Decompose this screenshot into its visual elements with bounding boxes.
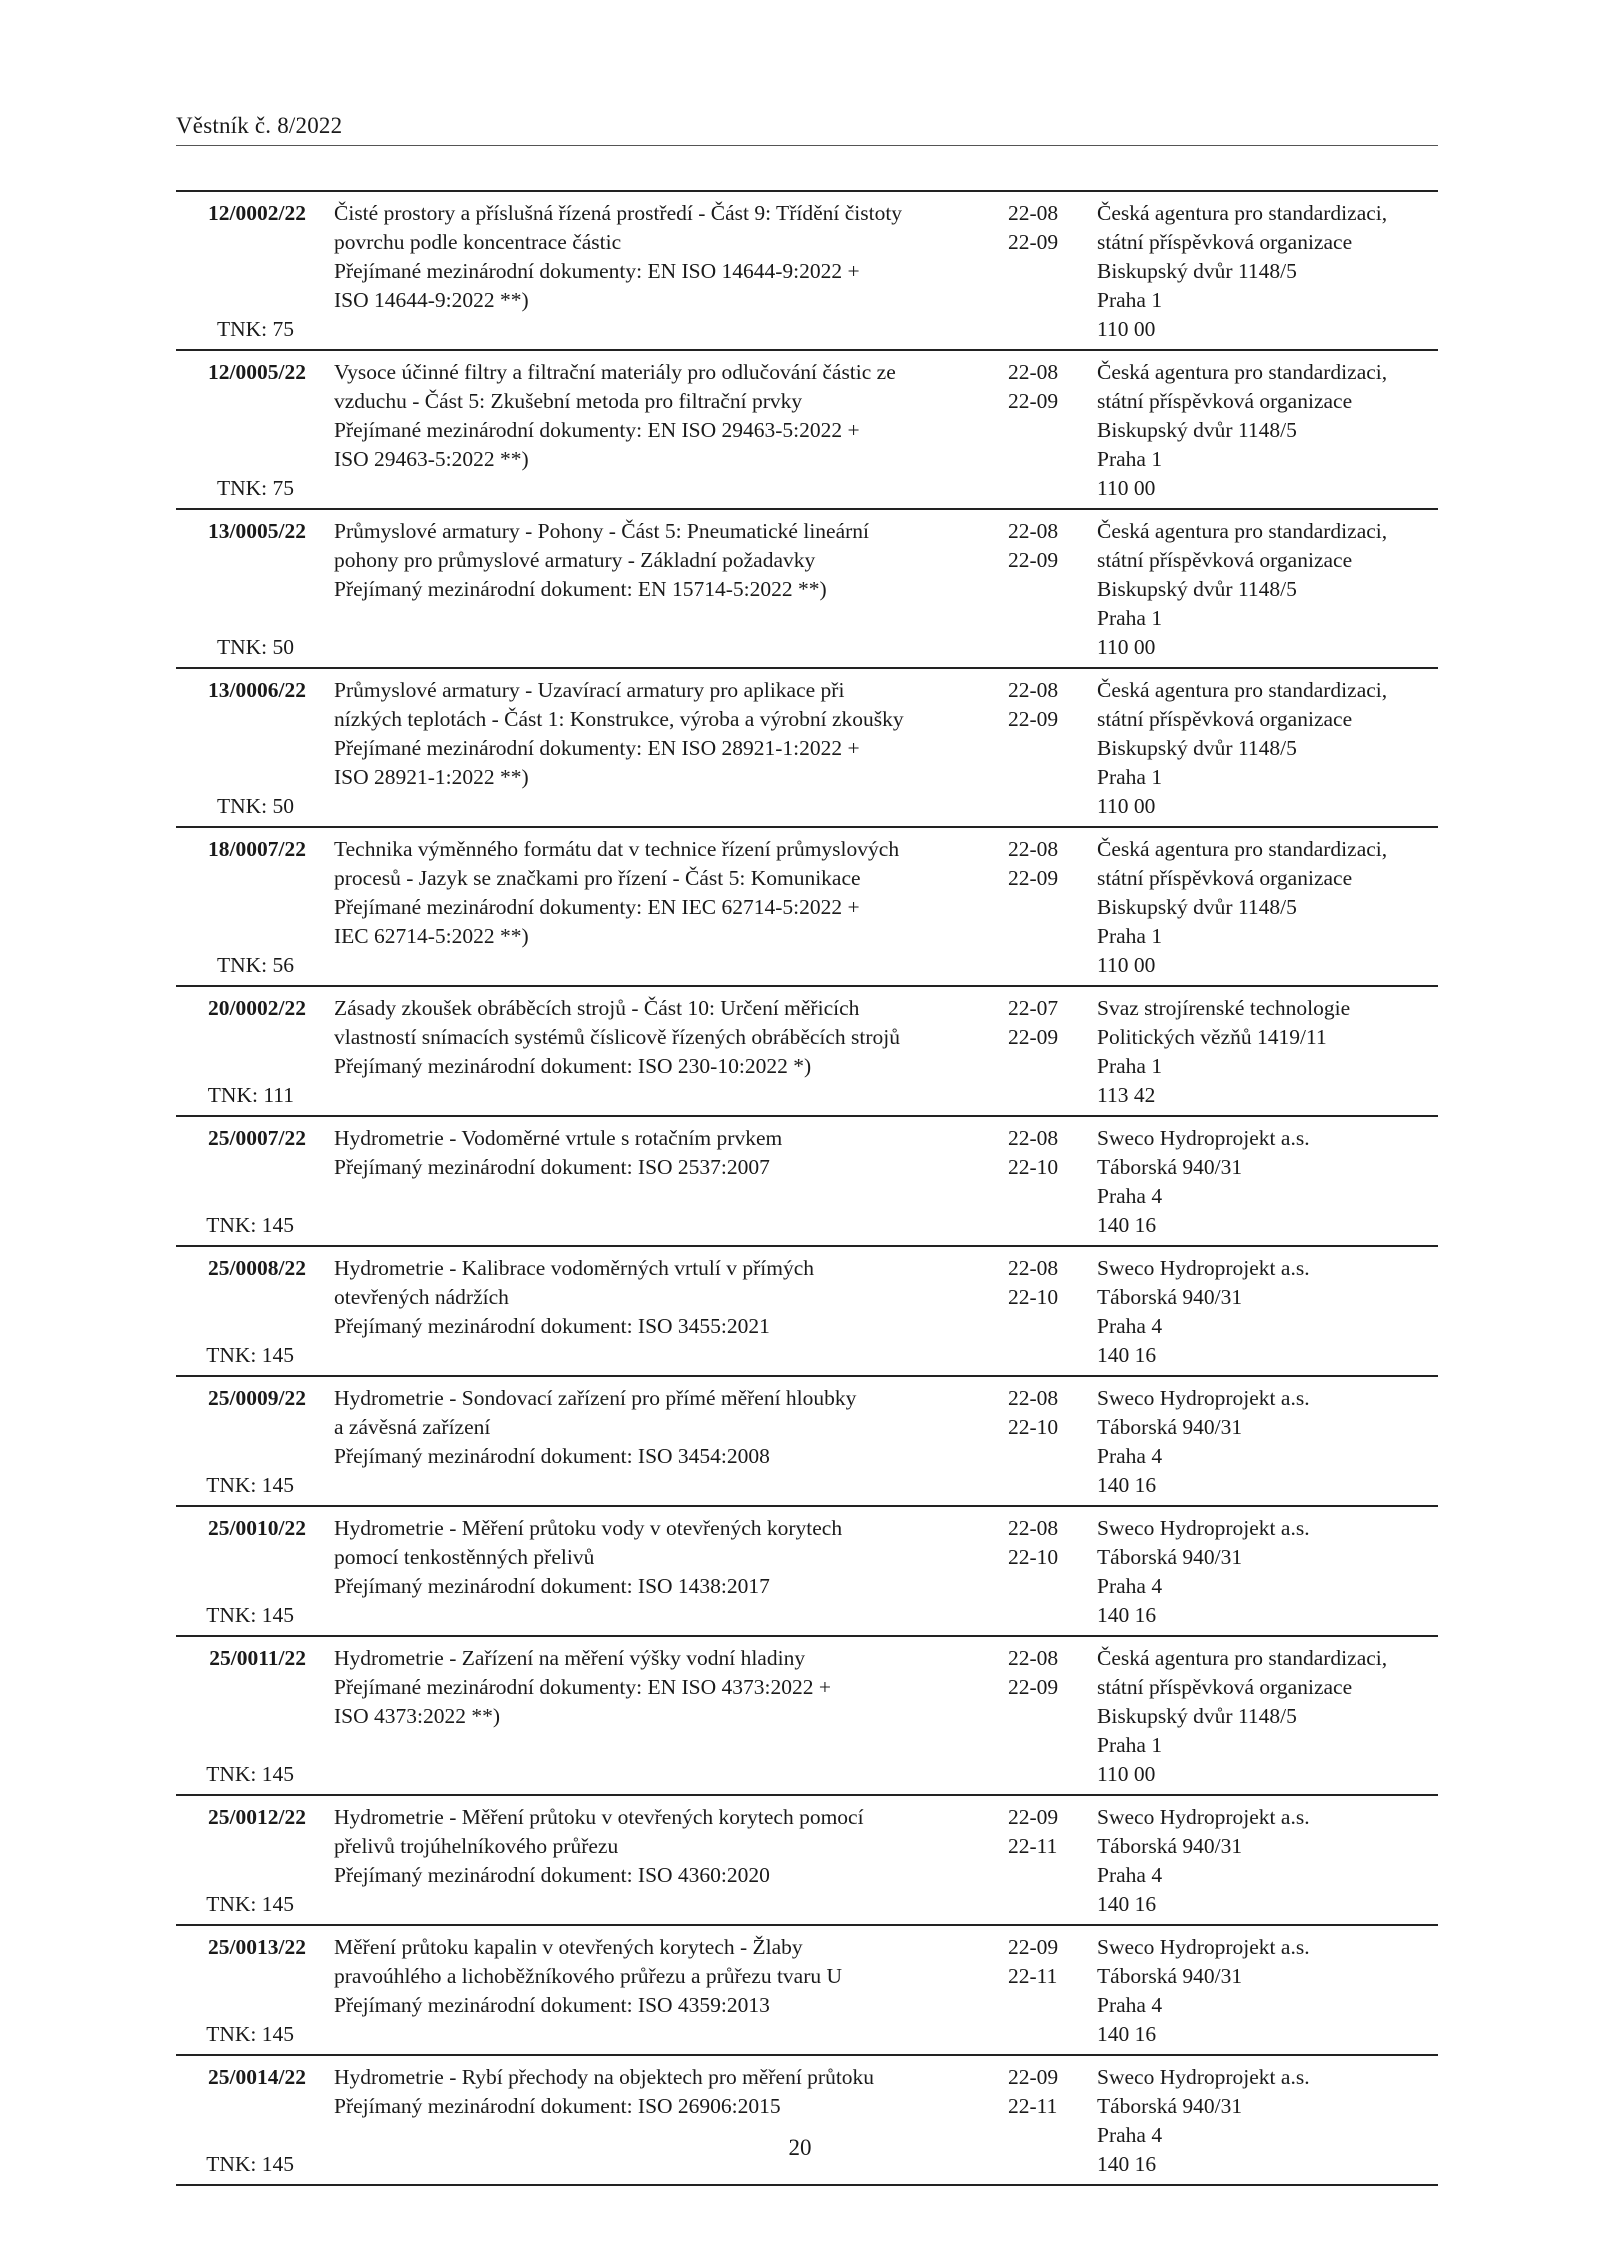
entry-org-line: Praha 4 <box>1097 1184 1163 1208</box>
entry-code: 25/0009/22 <box>208 1386 306 1410</box>
entry-dates-cell <box>1008 676 1088 734</box>
entry-org-line: Praha 4 <box>1097 1444 1163 1468</box>
entry-org-line: Česká agentura pro standardizaci, <box>1097 360 1388 384</box>
entry-org-line: státní příspěvková organizace <box>1097 866 1353 890</box>
entry-title-line: Hydrometrie - Měření průtoku v otevřených korytech pomocí <box>334 1805 864 1829</box>
table-row <box>176 1117 1438 1247</box>
entry-title-line: ISO 28921-1:2022 **) <box>334 765 529 789</box>
entry-tnk: TNK: 145 <box>206 2022 294 2046</box>
entry-tnk: TNK: 75 <box>216 476 294 500</box>
entry-title-line: Přejímané mezinárodní dokumenty: EN ISO 28921-1:2022 + <box>334 736 860 760</box>
entry-org-line: 140 16 <box>1097 1892 1157 1916</box>
entry-date: 22-08 <box>1008 1516 1059 1540</box>
entry-org-line: Praha 4 <box>1097 1314 1163 1338</box>
entry-org-line: státní příspěvková organizace <box>1097 230 1353 254</box>
entry-title-line: Hydrometrie - Rybí přechody na objektech pro měření průtoku <box>334 2065 875 2089</box>
entry-dates-cell <box>1008 358 1088 416</box>
entry-date: 22-08 <box>1008 1126 1059 1150</box>
entry-date: 22-08 <box>1008 1646 1059 1670</box>
entry-title-line: Měření průtoku kapalin v otevřených korytech - Žlaby <box>334 1935 803 1959</box>
table-row <box>176 1926 1438 2056</box>
entry-title-line: Přejímaný mezinárodní dokument: ISO 2537:2007 <box>334 1155 770 1179</box>
entry-org-line: Táborská 940/31 <box>1097 1964 1243 1988</box>
entry-code: 20/0002/22 <box>208 996 306 1020</box>
entry-code: 18/0007/22 <box>208 837 306 861</box>
entry-date: 22-11 <box>1008 1964 1058 1988</box>
entry-title-line: Zásady zkoušek obráběcích strojů - Část 10: Určení měřicích <box>334 996 860 1020</box>
entry-org-line: 140 16 <box>1097 2022 1157 2046</box>
table-row <box>176 2056 1438 2186</box>
entry-title-line: a závěsná zařízení <box>334 1415 491 1439</box>
entry-code: 25/0007/22 <box>208 1126 306 1150</box>
entry-org-line: Praha 4 <box>1097 1574 1163 1598</box>
entry-dates-cell <box>1008 1644 1088 1702</box>
entry-org-line: Česká agentura pro standardizaci, <box>1097 837 1388 861</box>
entry-date: 22-08 <box>1008 678 1059 702</box>
entry-org-cell <box>1097 358 1437 503</box>
entry-org-line: Praha 1 <box>1097 606 1163 630</box>
entry-org-cell <box>1097 676 1437 821</box>
entry-org-line: 110 00 <box>1097 794 1156 818</box>
entry-title-line: procesů - Jazyk se značkami pro řízení - Část 5: Komunikace <box>334 866 861 890</box>
entry-org-cell <box>1097 199 1437 344</box>
entry-org-line: Sweco Hydroprojekt a.s. <box>1097 1935 1310 1959</box>
entry-date: 22-09 <box>1008 1805 1059 1829</box>
entry-title-cell <box>334 199 994 315</box>
entry-title-line: vlastností snímacích systémů číslicově řízených obráběcích strojů <box>334 1025 901 1049</box>
entry-org-line: státní příspěvková organizace <box>1097 707 1353 731</box>
entry-title-line: Hydrometrie - Sondovací zařízení pro přímé měření hloubky <box>334 1386 857 1410</box>
entry-title-line: Přejímané mezinárodní dokumenty: EN IEC 62714-5:2022 + <box>334 895 860 919</box>
entry-org-line: 113 42 <box>1097 1083 1156 1107</box>
entry-title-line: přelivů trojúhelníkového průřezu <box>334 1834 619 1858</box>
entry-code: 25/0010/22 <box>208 1516 306 1540</box>
table-row <box>176 1247 1438 1377</box>
entry-title-line: Přejímaný mezinárodní dokument: ISO 3455:2021 <box>334 1314 770 1338</box>
entry-code: 12/0005/22 <box>208 360 306 384</box>
entry-org-line: Česká agentura pro standardizaci, <box>1097 1646 1388 1670</box>
entry-date: 22-10 <box>1008 1545 1059 1569</box>
entry-org-line: Praha 1 <box>1097 1054 1163 1078</box>
table-row <box>176 510 1438 669</box>
entry-code: 25/0013/22 <box>208 1935 306 1959</box>
entry-org-line: Česká agentura pro standardizaci, <box>1097 519 1388 543</box>
entry-org-cell <box>1097 1933 1437 2049</box>
entry-date: 22-07 <box>1008 996 1059 1020</box>
entry-org-line: Sweco Hydroprojekt a.s. <box>1097 1126 1310 1150</box>
entry-dates-cell <box>1008 199 1088 257</box>
entry-org-line: Sweco Hydroprojekt a.s. <box>1097 1386 1310 1410</box>
entry-org-line: Praha 4 <box>1097 1993 1163 2017</box>
entry-title-cell <box>334 1514 994 1601</box>
entry-org-line: Politických vězňů 1419/11 <box>1097 1025 1327 1049</box>
standards-table <box>176 190 1438 2186</box>
entry-title-cell <box>334 1933 994 2020</box>
entry-title-line: Přejímaný mezinárodní dokument: ISO 3454:2008 <box>334 1444 770 1468</box>
table-row <box>176 828 1438 987</box>
entry-org-line: Sweco Hydroprojekt a.s. <box>1097 1516 1310 1540</box>
table-row <box>176 351 1438 510</box>
entry-tnk: TNK: 111 <box>207 1083 294 1107</box>
entry-org-line: Svaz strojírenské technologie <box>1097 996 1351 1020</box>
entry-dates-cell <box>1008 1514 1088 1572</box>
entry-org-line: Táborská 940/31 <box>1097 1545 1243 1569</box>
entry-org-cell <box>1097 1803 1437 1919</box>
entry-dates-cell <box>1008 1933 1088 1991</box>
entry-title-line: Přejímaný mezinárodní dokument: EN 15714-5:2022 **) <box>334 577 827 601</box>
entry-title-cell <box>334 1803 994 1890</box>
entry-org-line: Táborská 940/31 <box>1097 1285 1243 1309</box>
entry-date: 22-09 <box>1008 1935 1059 1959</box>
entry-title-line: pohony pro průmyslové armatury - Základní požadavky <box>334 548 816 572</box>
entry-org-line: Biskupský dvůr 1148/5 <box>1097 577 1297 601</box>
entry-dates-cell <box>1008 1254 1088 1312</box>
entry-title-line: Hydrometrie - Kalibrace vodoměrných vrtulí v přímých <box>334 1256 815 1280</box>
entry-date: 22-08 <box>1008 1386 1059 1410</box>
entry-title-line: Přejímané mezinárodní dokumenty: EN ISO 14644-9:2022 + <box>334 259 860 283</box>
entry-title-line: IEC 62714-5:2022 **) <box>334 924 529 948</box>
entry-date: 22-08 <box>1008 201 1059 225</box>
entry-org-line: Praha 1 <box>1097 288 1163 312</box>
entry-date: 22-08 <box>1008 837 1059 861</box>
entry-tnk: TNK: 145 <box>206 2152 294 2176</box>
entry-org-line: Česká agentura pro standardizaci, <box>1097 678 1388 702</box>
entry-org-cell <box>1097 1384 1437 1500</box>
page-header-title: Věstník č. 8/2022 <box>176 113 343 138</box>
entry-org-line: Biskupský dvůr 1148/5 <box>1097 259 1297 283</box>
entry-tnk: TNK: 50 <box>216 635 294 659</box>
table-row <box>176 192 1438 351</box>
entry-tnk: TNK: 145 <box>206 1343 294 1367</box>
page-number: 20 <box>788 2135 812 2160</box>
entry-org-line: Biskupský dvůr 1148/5 <box>1097 895 1297 919</box>
entry-date: 22-09 <box>1008 389 1059 413</box>
entry-tnk: TNK: 56 <box>216 953 294 977</box>
entry-tnk: TNK: 145 <box>206 1213 294 1237</box>
table-row <box>176 669 1438 828</box>
entry-dates-cell <box>1008 1384 1088 1442</box>
table-row <box>176 987 1438 1117</box>
entry-date: 22-08 <box>1008 519 1059 543</box>
entry-title-cell <box>334 1124 994 1182</box>
entry-tnk: TNK: 75 <box>216 317 294 341</box>
entry-tnk: TNK: 145 <box>206 1603 294 1627</box>
entry-title-cell <box>334 517 994 604</box>
table-row <box>176 1507 1438 1637</box>
entry-org-cell <box>1097 1254 1437 1370</box>
entry-tnk: TNK: 145 <box>206 1473 294 1497</box>
entry-date: 22-08 <box>1008 360 1059 384</box>
entry-date: 22-09 <box>1008 2065 1059 2089</box>
entry-tnk: TNK: 50 <box>216 794 294 818</box>
entry-code: 25/0008/22 <box>208 1256 306 1280</box>
entry-title-line: Přejímané mezinárodní dokumenty: EN ISO 29463-5:2022 + <box>334 418 860 442</box>
entry-title-line: Hydrometrie - Zařízení na měření výšky vodní hladiny <box>334 1646 806 1670</box>
entry-title-line: otevřených nádržích <box>334 1285 509 1309</box>
entry-org-line: 110 00 <box>1097 1762 1156 1786</box>
entry-date: 22-09 <box>1008 548 1059 572</box>
entry-title-line: Hydrometrie - Vodoměrné vrtule s rotačním prvkem <box>334 1126 783 1150</box>
entry-title-line: Přejímaný mezinárodní dokument: ISO 1438:2017 <box>334 1574 770 1598</box>
entry-title-line: Hydrometrie - Měření průtoku vody v otevřených korytech <box>334 1516 843 1540</box>
entry-org-line: Praha 1 <box>1097 447 1163 471</box>
entry-org-line: Biskupský dvůr 1148/5 <box>1097 1704 1297 1728</box>
entry-org-cell <box>1097 1644 1437 1789</box>
entry-title-line: ISO 29463-5:2022 **) <box>334 447 529 471</box>
entry-date: 22-09 <box>1008 866 1059 890</box>
entry-org-line: Táborská 940/31 <box>1097 1834 1243 1858</box>
entry-title-line: pravoúhlého a lichoběžníkového průřezu a průřezu tvaru U <box>334 1964 843 1988</box>
entry-dates-cell <box>1008 1124 1088 1182</box>
entry-org-cell <box>1097 994 1437 1110</box>
entry-title-cell <box>334 835 994 951</box>
entry-date: 22-08 <box>1008 1256 1059 1280</box>
entry-date: 22-09 <box>1008 707 1059 731</box>
entry-org-cell <box>1097 1514 1437 1630</box>
entry-date: 22-11 <box>1008 1834 1058 1858</box>
entry-tnk: TNK: 145 <box>206 1762 294 1786</box>
entry-org-line: Praha 1 <box>1097 765 1163 789</box>
header-rule <box>176 145 1438 146</box>
entry-org-line: 140 16 <box>1097 1213 1157 1237</box>
entry-date: 22-10 <box>1008 1415 1059 1439</box>
entry-org-line: 110 00 <box>1097 317 1156 341</box>
entry-org-line: státní příspěvková organizace <box>1097 389 1353 413</box>
entry-title-line: ISO 14644-9:2022 **) <box>334 288 529 312</box>
entry-dates-cell <box>1008 835 1088 893</box>
entry-title-line: Přejímaný mezinárodní dokument: ISO 26906:2015 <box>334 2094 781 2118</box>
entry-title-line: Průmyslové armatury - Uzavírací armatury pro aplikace při <box>334 678 845 702</box>
entry-title-cell <box>334 994 994 1081</box>
entry-title-line: vzduchu - Část 5: Zkušební metoda pro filtrační prvky <box>334 389 803 413</box>
entry-title-line: Průmyslové armatury - Pohony - Část 5: Pneumatické lineární <box>334 519 870 543</box>
entry-title-line: Technika výměnného formátu dat v technice řízení průmyslových <box>334 837 900 861</box>
entry-dates-cell <box>1008 2063 1088 2121</box>
entry-dates-cell <box>1008 994 1088 1052</box>
entry-org-line: 140 16 <box>1097 1603 1157 1627</box>
entry-code: 13/0005/22 <box>208 519 306 543</box>
entry-date: 22-10 <box>1008 1285 1059 1309</box>
entry-org-cell <box>1097 517 1437 662</box>
table-row <box>176 1377 1438 1507</box>
entry-title-cell <box>334 676 994 792</box>
entry-org-line: 140 16 <box>1097 1473 1157 1497</box>
entry-org-line: Táborská 940/31 <box>1097 1415 1243 1439</box>
entry-org-cell <box>1097 2063 1437 2179</box>
entry-title-cell <box>334 1384 994 1471</box>
entry-title-cell <box>334 358 994 474</box>
entry-dates-cell <box>1008 517 1088 575</box>
entry-org-line: státní příspěvková organizace <box>1097 1675 1353 1699</box>
entry-date: 22-09 <box>1008 1675 1059 1699</box>
entry-org-line: Praha 1 <box>1097 924 1163 948</box>
entry-code: 13/0006/22 <box>208 678 306 702</box>
entry-title-line: ISO 4373:2022 **) <box>334 1704 501 1728</box>
entry-date: 22-09 <box>1008 1025 1059 1049</box>
entry-date: 22-09 <box>1008 230 1059 254</box>
entry-org-line: Biskupský dvůr 1148/5 <box>1097 418 1297 442</box>
entry-title-line: Přejímané mezinárodní dokumenty: EN ISO 4373:2022 + <box>334 1675 831 1699</box>
entry-dates-cell <box>1008 1803 1088 1861</box>
entry-code: 25/0011/22 <box>209 1646 306 1670</box>
entry-org-line: 110 00 <box>1097 476 1156 500</box>
entry-code: 25/0014/22 <box>208 2065 306 2089</box>
entry-title-line: Přejímaný mezinárodní dokument: ISO 230-10:2022 *) <box>334 1054 812 1078</box>
entry-title-line: nízkých teplotách - Část 1: Konstrukce, výroba a výrobní zkoušky <box>334 707 904 731</box>
entry-org-line: státní příspěvková organizace <box>1097 548 1353 572</box>
entry-title-line: Přejímaný mezinárodní dokument: ISO 4360:2020 <box>334 1863 770 1887</box>
entry-org-cell <box>1097 1124 1437 1240</box>
entry-org-line: Táborská 940/31 <box>1097 1155 1243 1179</box>
entry-title-cell <box>334 1254 994 1341</box>
entry-title-line: Přejímaný mezinárodní dokument: ISO 4359:2013 <box>334 1993 770 2017</box>
entry-title-line: pomocí tenkostěnných přelivů <box>334 1545 595 1569</box>
entry-org-line: Praha 4 <box>1097 2123 1163 2147</box>
entry-org-line: Biskupský dvůr 1148/5 <box>1097 736 1297 760</box>
table-row <box>176 1637 1438 1796</box>
entry-tnk: TNK: 145 <box>206 1892 294 1916</box>
entry-date: 22-10 <box>1008 1155 1059 1179</box>
entry-org-line: Sweco Hydroprojekt a.s. <box>1097 2065 1310 2089</box>
entry-org-line: Sweco Hydroprojekt a.s. <box>1097 1256 1310 1280</box>
entry-title-line: povrchu podle koncentrace částic <box>334 230 622 254</box>
table-row <box>176 1796 1438 1926</box>
entry-org-line: Sweco Hydroprojekt a.s. <box>1097 1805 1310 1829</box>
entry-org-line: Praha 1 <box>1097 1733 1163 1757</box>
entry-title-cell <box>334 1644 994 1731</box>
entry-org-line: 140 16 <box>1097 2152 1157 2176</box>
entry-org-line: Česká agentura pro standardizaci, <box>1097 201 1388 225</box>
entry-date: 22-11 <box>1008 2094 1058 2118</box>
entry-title-line: Čisté prostory a příslušná řízená prostředí - Část 9: Třídění čistoty <box>334 201 903 225</box>
entry-org-line: Praha 4 <box>1097 1863 1163 1887</box>
entry-code: 12/0002/22 <box>208 201 306 225</box>
entry-code: 25/0012/22 <box>208 1805 306 1829</box>
entry-org-line: 110 00 <box>1097 953 1156 977</box>
entry-org-line: Táborská 940/31 <box>1097 2094 1243 2118</box>
entry-org-line: 140 16 <box>1097 1343 1157 1367</box>
entry-title-cell <box>334 2063 994 2121</box>
entry-title-line: Vysoce účinné filtry a filtrační materiály pro odlučování částic ze <box>334 360 896 384</box>
entry-org-line: 110 00 <box>1097 635 1156 659</box>
entry-org-cell <box>1097 835 1437 980</box>
